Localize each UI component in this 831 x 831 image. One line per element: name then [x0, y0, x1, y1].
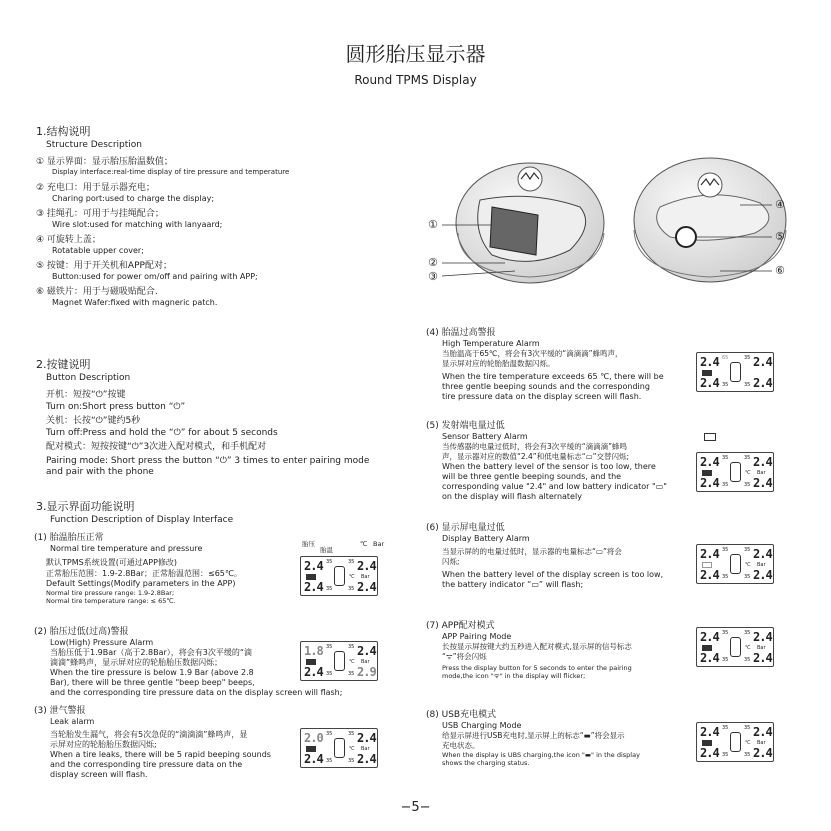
lcd-leak: 2.0 35 35 2.4 ℃ Bar 2.4 35 35 2.4 [300, 728, 378, 768]
label-bar: Bar [373, 540, 385, 548]
lcd-pairing: 2.4 35 35 2.4 ℃ Bar 2.4 35 35 2.4 [696, 627, 774, 667]
label-temp: 胎温 [320, 546, 333, 554]
structure-item: ③ 挂绳孔：可用于与挂绳配合； Wire slot:used for matching with lanyaard; [36, 209, 223, 229]
page-title-cn: 圆形胎压显示器 [345, 42, 486, 66]
lcd-display-battery: 2.4 35 35 2.4 ℃ Bar 2.4 35 35 2.4 [696, 544, 774, 584]
sec6-text: (6) 显示屏电量过低 Display Battery Alarm 当显示屏的的电量过低时，显示器的电量标志“▭”将会 闪烁; When the battery level of the display screen is too low, the battery indicator “▭” will flash; [426, 523, 664, 589]
page-title-en: Round TPMS Display [354, 73, 477, 87]
structure-item: ① 显示界面：显示胎压胎温数值； Display interface:real-time display of tire pressure and temperature [36, 157, 290, 176]
callout-4: ④ [775, 198, 785, 211]
display-subheading: Function Description of Display Interface [50, 515, 234, 525]
structure-subheading: Structure Description [46, 140, 142, 150]
lcd-sensor-battery: 2.4 35 35 2.4 ℃ Bar 2.4 35 35 2.4 [696, 452, 774, 492]
sec7-text: (7) APP配对模式 APP Pairing Mode 长按显示屏按键大约五秒进入配对模式,显示屏的信号标志 “ᯤ”将会闪烁 Press the display button for 5 seconds to enter the pairing mode,the icon "ᯤ" in the display will flicker; [426, 621, 632, 680]
sec8-text: (8) USB充电模式 USB Charging Mode 给显示屏进行USB充电时,显示屏上的标志“▬”将会显示 充电状态。 When the display is UBS charging,the icon "▬" in the display shows the charging status. [426, 710, 640, 767]
label-celsius: ℃ [360, 540, 368, 548]
callout-6: ⑥ [775, 264, 785, 277]
device-illustration [420, 145, 820, 295]
buttons-text: 开机：短按“⏻”按键 Turn on:Short press button “⏻” 关机：长按“⏻”键约5秒 Turn off:Press and hold the “⏻” for about 5 seconds 配对模式：短按按键“⏻”3次进入配对模式，和手机配对 Pairing mode: Short press the button “⏻” 3 times to enter pairing mode and pair with the phone [46, 390, 370, 477]
page-number: −5− [400, 800, 431, 815]
sec2-text: (2) 胎压过低(过高)警报 Low(High) Pressure Alarm 当胎压低于1.9Bar（高于2.8Bar），将会有3次平缓的“滴 滴滴”蜂鸣声，显示屏对应的轮胎胎压数据闪烁； When the tire pressure is below 1.9 Bar (above 2.8 Bar), there will be three gentle "beep beep" beeps, and the corresponding tire pressure data on the display screen will flash; [34, 627, 343, 697]
lcd-usb-charging: 2.4 35 35 2.4 ℃ Bar 2.4 35 35 2.4 [696, 722, 774, 762]
lcd-normal: 2.4 35 35 2.4 ℃ Bar 2.4 35 35 2.4 [300, 556, 378, 596]
sec4-text: (4) 胎温过高警报 High Temperature Alarm 当胎温高于65℃，将会有3次平缓的“滴滴滴”蜂鸣声， 显示屏对应的轮胎胎温数据闪烁。 When the tire temperature exceeds 65 ℃, there will be three gentle beeping sounds and the corresponding tire pressure data on the display screen will flash. [426, 328, 664, 401]
structure-item: ② 充电口：用于显示器充电； Charing port:used to charge the display; [36, 183, 215, 203]
callout-5: ⑤ [775, 230, 785, 243]
buttons-heading: 2.按键说明 [36, 358, 91, 371]
label-pressure: 胎压 [302, 540, 315, 548]
structure-item: ⑥ 磁铁片：用于与磁吸贴配合. Magnet Wafer:fixed with magneric patch. [36, 287, 218, 307]
structure-item: ④ 可旋转上盖； Rotatable upper cover; [36, 235, 144, 255]
structure-list [36, 157, 376, 313]
sec3-text: (3) 泄气警报 Leak alarm 当轮胎发生漏气，将会有5次急促的“滴滴滴”蜂鸣声，显 示屏对应的轮胎胎压数据闪烁; When a tire leaks, there will be 5 rapid beeping sounds and the corresponding tire pressure data on the display screen will flash. [34, 706, 271, 779]
display-heading: 3.显示界面功能说明 [36, 500, 135, 513]
buttons-subheading: Button Description [46, 373, 131, 383]
callout-1: ① [428, 218, 438, 231]
sec5-text: (5) 发射端电量过低 Sensor Battery Alarm 当传感器的电量过低时，将会有3次平缓的“滴滴滴”蜂鸣 声，显示器对应的数值“2.4”和低电量标志“▭”交替闪烁; When the battery level of the sensor is too low, there will be three gentle beeping sounds, and the corresponding value "2.4" and low battery indicator "▭" on the display will flash alternately [426, 421, 667, 501]
structure-item: ⑤ 按键：用于开关机和APP配对； Button:used for power om/off and pairing with APP; [36, 261, 258, 281]
sensor-battery-icon [704, 433, 716, 441]
sec1-text: (1) 胎温胎压正常 Normal tire temperature and pressure 默认TPMS系统设置(可通过APP修改) 正常胎压范围：1.9-2.8Bar；正常胎温范围：≤65℃。 Default Settings(Modify parameters in the APP) Normal tire pressure range: 1.9-2.8Bar; Normal tire temperature range: ≤ 65℃. [34, 533, 242, 605]
lcd-high-temp: 2.4 65 35 2.4 2.4 35 35 2.4 [696, 352, 774, 392]
lcd-low-pressure: 1.8 35 35 2.4 ℃ Bar 2.4 35 35 2.9 [300, 641, 378, 681]
callout-3: ③ [428, 270, 438, 283]
structure-heading: 1.结构说明 [36, 125, 91, 138]
callout-2: ② [428, 256, 438, 269]
